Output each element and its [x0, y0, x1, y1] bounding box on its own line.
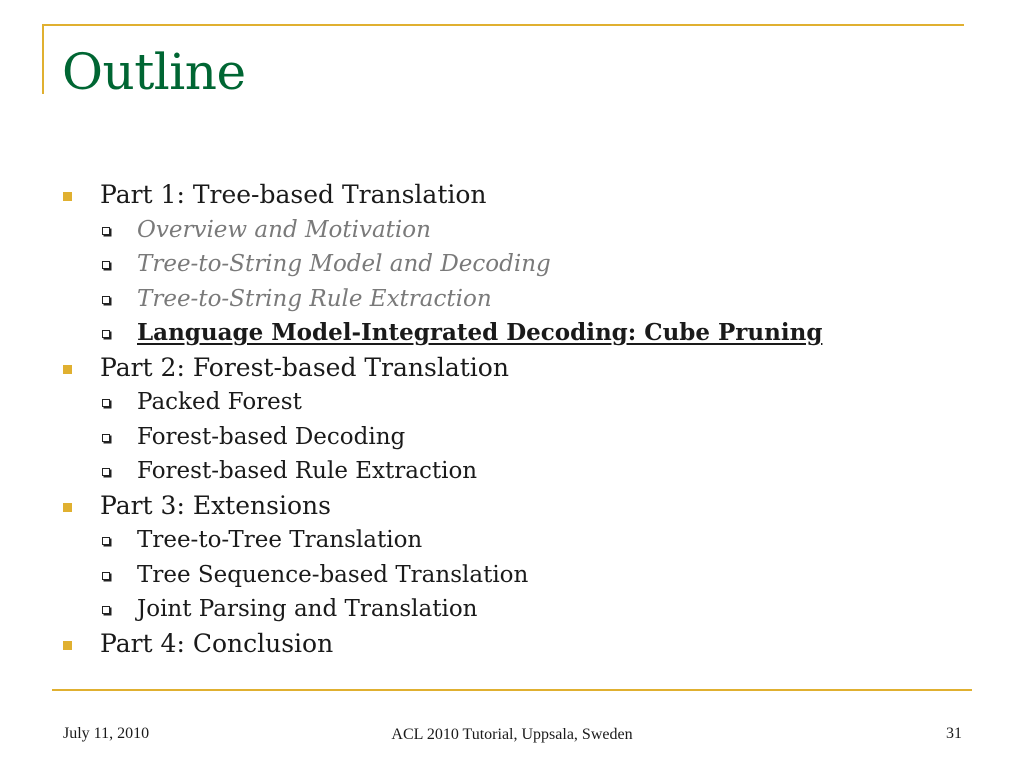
outline-subitem-label: Overview and Motivation	[137, 216, 431, 243]
hollow-square-bullet-icon	[102, 572, 110, 580]
outline-subitem-label: Joint Parsing and Translation	[137, 596, 478, 622]
outline-subitem-label: Tree-to-String Model and Decoding	[137, 251, 551, 277]
hollow-square-bullet-icon	[102, 606, 110, 614]
square-bullet-icon	[63, 192, 72, 201]
slide-title: Outline	[62, 43, 246, 101]
outline-part-label: Part 3: Extensions	[100, 490, 331, 520]
outline-subitem-label: Packed Forest	[137, 389, 302, 415]
hollow-square-bullet-icon	[102, 434, 110, 442]
outline-subitem	[0, 247, 1000, 282]
outline-subitem	[0, 420, 1000, 455]
hollow-square-bullet-icon	[102, 227, 110, 235]
hollow-square-bullet-icon	[102, 399, 110, 407]
outline-part-2	[0, 351, 1000, 386]
outline-part-label: Part 2: Forest-based Translation	[100, 352, 509, 382]
page-number: 31	[946, 725, 962, 742]
outline-subitem	[0, 523, 1000, 558]
title-frame-top-line	[42, 24, 964, 26]
outline-subitem-label: Tree-to-Tree Translation	[137, 527, 423, 553]
hollow-square-bullet-icon	[102, 261, 110, 269]
outline-list	[0, 178, 1000, 661]
outline-subitem-label: Tree-to-String Rule Extraction	[137, 285, 492, 312]
outline-part-1	[0, 178, 1000, 213]
title-frame-left-line	[42, 24, 44, 94]
outline-subitem-label: Forest-based Decoding	[137, 423, 406, 450]
outline-subitem-current	[0, 316, 1000, 351]
outline-part-label: Part 1: Tree-based Translation	[100, 180, 487, 209]
outline-subitem	[0, 558, 1000, 593]
footer-event: ACL 2010 Tutorial, Uppsala, Sweden	[391, 726, 633, 743]
outline-subitem-label: Language Model-Integrated Decoding: Cube Pruning	[137, 319, 823, 346]
outline-subitem	[0, 385, 1000, 420]
outline-subitem	[0, 454, 1000, 489]
outline-subitem	[0, 592, 1000, 627]
outline-subitem	[0, 213, 1000, 248]
footer-divider	[52, 689, 972, 691]
outline-part-label: Part 4: Conclusion	[100, 628, 334, 658]
hollow-square-bullet-icon	[102, 330, 110, 338]
outline-part-4	[0, 627, 1000, 662]
hollow-square-bullet-icon	[102, 537, 110, 545]
square-bullet-icon	[63, 503, 72, 512]
footer-date: July 11, 2010	[63, 725, 150, 742]
square-bullet-icon	[63, 365, 72, 374]
hollow-square-bullet-icon	[102, 468, 110, 476]
outline-subitem-label: Forest-based Rule Extraction	[137, 458, 478, 484]
hollow-square-bullet-icon	[102, 296, 110, 304]
outline-subitem	[0, 282, 1000, 317]
outline-part-3	[0, 489, 1000, 524]
outline-subitem-label: Tree Sequence-based Translation	[137, 561, 529, 588]
square-bullet-icon	[63, 641, 72, 650]
